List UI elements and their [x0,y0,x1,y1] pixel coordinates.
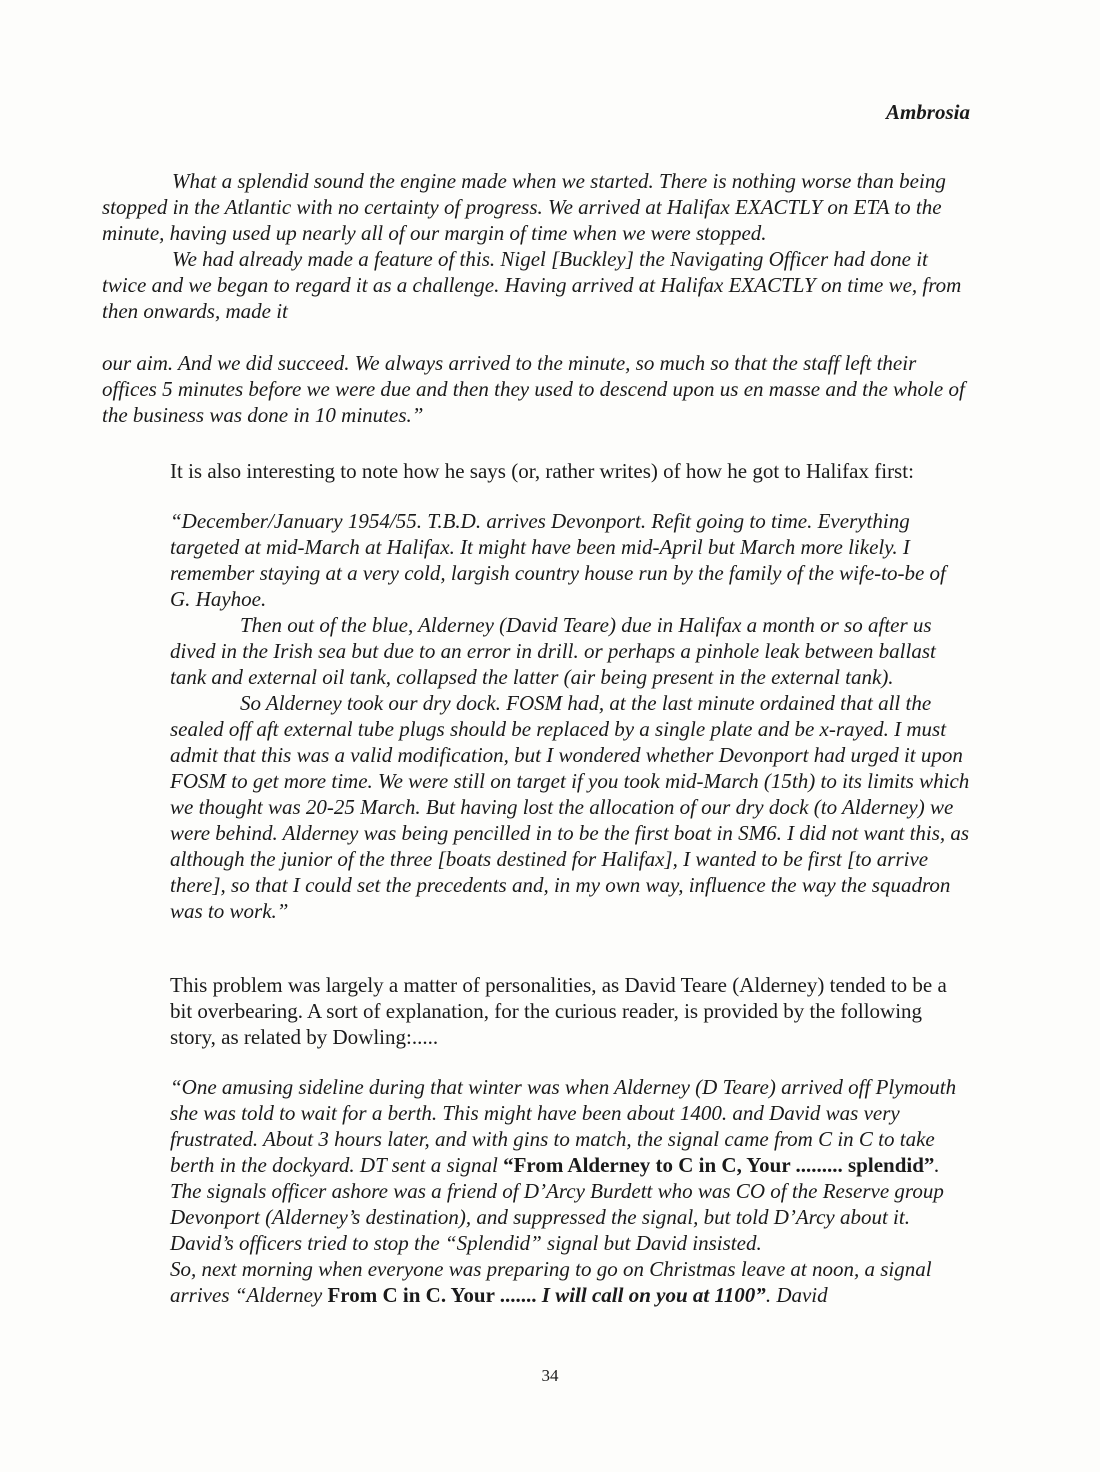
paragraph: We had already made a feature of this. Nigel [Buckley] the Navigating Officer had done it twice and we began to regard it as a challenge. Having arrived at Halifax EXACTLY on time we, from then onwards, made it [102,247,962,323]
intro-line [170,458,970,484]
paragraph [170,1074,970,1256]
paragraph: “December/January 1954/55. T.B.D. arrives Devonport. Refit going to time. Everything targeted at mid-March at Halifax. It might have been mid-April but March more likely. I remember staying at a very cold, largish country house run by the family of the wife-to-be of G. Hayhoe. [170,509,946,611]
commentary-paragraph [170,972,970,1050]
paragraph: It is also interesting to note how he says (or, rather writes) of how he got to Halifax first: [170,459,914,483]
paragraph: our aim. And we did succeed. We always arrived to the minute, so much so that the staff left their offices 5 minutes before we were due and then they used to descend upon us en masse and the whole of the business was done in 10 minutes.” [102,351,965,427]
quote-block-engine [102,168,968,324]
running-header: Ambrosia [885,100,970,124]
text-run: . David [765,1283,828,1307]
page-number: 34 [541,1366,559,1385]
text-run: . The signals officer ashore was a friend of D’Arcy Burdett who was CO of the Reserve group Devonport (Alderney’s destination), and suppressed the signal, but told D’Arcy about it. David’s officers tried to stop the “Splendid” signal but David insisted. [170,1153,944,1255]
quote-block-refit [170,508,970,924]
signal-text: “From Alderney to C in C, Your ......... splendid” [503,1153,935,1177]
signal-text: I will call on you at 1100” [541,1283,766,1307]
paragraph [170,1256,970,1308]
text-run: So, next morning when everyone was preparing to go on Christmas leave at noon, a signal arrives “Alderney [170,1257,932,1307]
quote-block-aim [102,350,968,428]
quote-block-anecdote [170,1074,970,1308]
paragraph: So Alderney took our dry dock. FOSM had, at the last minute ordained that all the sealed off aft external tube plugs should be replaced by a single plate and be x-rayed. I must admit that this was a valid modification, but I wondered whether Devonport had urged it upon FOSM to get more time. We were still on target if you took mid-March (15th) to its limits which we thought was 20-25 March. But having lost the allocation of our dry dock (to Alderney) we were behind. Alderney was being pencilled in to be the first boat in SM6. I did not want this, as although the junior of the three [boats destined for Halifax], I wanted to be first [to arrive there], so that I could set the precedents and, in my own way, influence the way the squadron was to work.” [170,691,970,923]
text-run: “One amusing sideline during that winter was when Alderney (D Teare) arrived off Plymouth she was told to wait for a berth. This might have been about 1400. and David was very frustrated. About 3 hours later, and with gins to match, the signal came from C in C to take berth in the dockyard. DT sent a signal [170,1075,957,1177]
paragraph: Then out of the blue, Alderney (David Teare) due in Halifax a month or so after us dived in the Irish sea but due to an error in drill. or perhaps a pinhole leak between ballast tank and external oil tank, collapsed the latter (air being present in the external tank). [170,613,936,689]
paragraph: What a splendid sound the engine made when we started. There is nothing worse than being stopped in the Atlantic with no certainty of progress. We arrived at Halifax EXACTLY on ETA to the minute, having used up nearly all of our margin of time when we were stopped. [102,169,946,245]
paragraph: This problem was largely a matter of personalities, as David Teare (Alderney) tended to be a bit overbearing. A sort of explanation, for the curious reader, is provided by the following story, as related by Dowling:..... [170,973,947,1049]
signal-text: From C in C. Your ....... [327,1283,542,1307]
